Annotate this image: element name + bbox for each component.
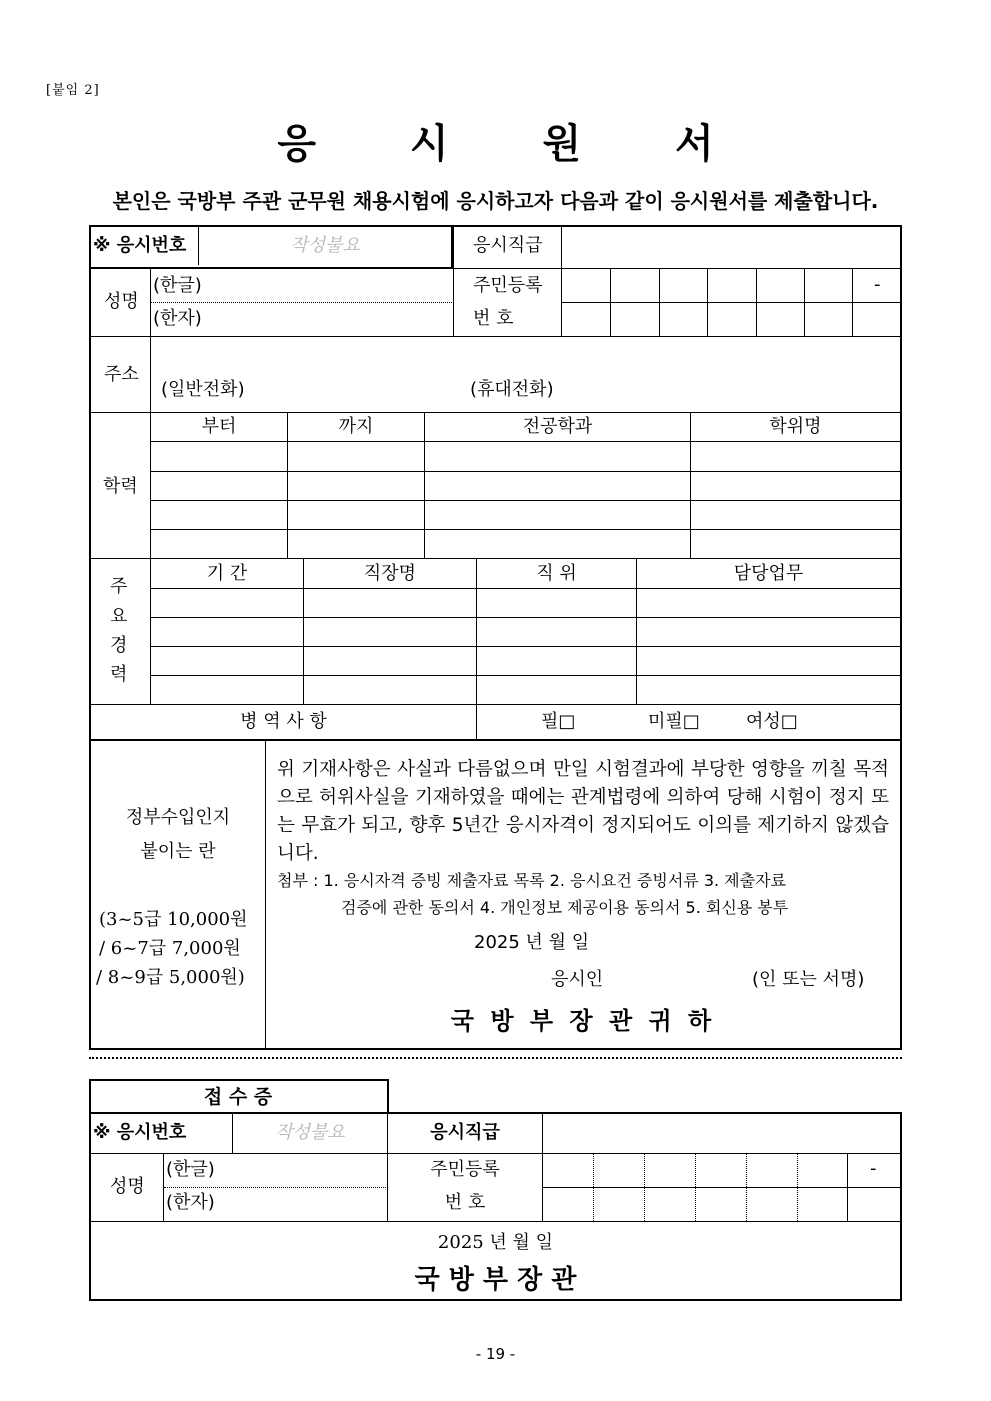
attachments-list: 첨부 : 1. 응시자격 증빙 제출자료 목록 2. 응시요건 증빙서류 3. 제출자료 — [277, 871, 786, 890]
career-label-char: 요 — [110, 606, 128, 627]
attachment-label: [붙임 2] — [46, 83, 100, 98]
stamp-fee-1: (3~5급 10,000원 — [99, 909, 248, 930]
receipt-resident-label-2: 번 호 — [444, 1192, 486, 1213]
receipt-name-hanja-field[interactable]: (한자) — [166, 1192, 215, 1213]
receipt-grade-label: 응시직급 — [430, 1122, 500, 1143]
stamp-label-2: 붙이는 란 — [140, 841, 216, 862]
resident-label-2: 번 호 — [473, 308, 514, 329]
exam-number-input[interactable]: 작성불요 — [290, 235, 360, 256]
resident-dash: - — [874, 274, 881, 295]
name-label: 성명 — [104, 291, 139, 312]
address-input[interactable] — [151, 337, 900, 377]
form-title: 응 시 원 서 — [277, 121, 754, 167]
receipt-name-label: 성명 — [110, 1176, 145, 1197]
military-label: 병 역 사 항 — [240, 711, 327, 732]
career-label-char: 력 — [110, 664, 128, 685]
addressee: 국 방 부 장 관 귀 하 — [450, 1007, 716, 1035]
education-header-major: 전공학과 — [522, 416, 593, 437]
attachments-list-2: 검증에 관한 동의서 4. 개인정보 제공이용 동의서 5. 회신용 봉투 — [341, 898, 789, 917]
military-option-not-completed[interactable]: 미필□ — [648, 711, 700, 732]
receipt-exam-number-label: ※ 응시번호 — [93, 1122, 187, 1143]
receipt-resident-dash: - — [870, 1158, 877, 1179]
education-header-degree: 학위명 — [769, 416, 822, 437]
stamp-fee-3: / 8~9급 5,000원) — [96, 967, 245, 988]
name-korean-field[interactable]: (한글) — [153, 275, 202, 296]
career-label-char: 주 — [110, 576, 128, 597]
education-header-to: 까지 — [338, 416, 374, 437]
resident-label: 주민등록 — [473, 275, 543, 296]
receipt-date-line: 2025 년 월 일 — [437, 1232, 554, 1253]
exam-number-label: ※ 응시번호 — [93, 235, 187, 256]
receipt-issuer: 국 방 부 장 관 — [414, 1265, 577, 1295]
receipt-title: 접 수 증 — [203, 1086, 273, 1108]
page-number: - 19 - — [475, 1345, 516, 1363]
date-line: 2025 년 월 일 — [474, 932, 590, 953]
receipt-exam-number-input[interactable]: 작성불요 — [275, 1122, 345, 1143]
address-label: 주소 — [104, 364, 139, 385]
career-header-duties: 담당업무 — [733, 563, 804, 584]
stamp-fee-2: / 6~7급 7,000원 — [99, 938, 241, 959]
education-label: 학력 — [103, 476, 138, 497]
education-header-from: 부터 — [201, 416, 237, 437]
career-header-company: 직장명 — [363, 563, 417, 584]
career-label-char: 경 — [110, 635, 128, 656]
phone-label: (일반전화) — [161, 379, 245, 400]
mobile-label: (휴대전화) — [470, 379, 554, 400]
career-header-period: 기 간 — [206, 563, 248, 584]
cut-line — [89, 1057, 902, 1059]
resident-number-input[interactable] — [562, 269, 900, 336]
military-option-female[interactable]: 여성□ — [746, 711, 798, 732]
applicant-label: 응시인 — [551, 969, 604, 990]
intro-text: 본인은 국방부 주관 군무원 채용시험에 응시하고자 다음과 같이 응시원서를 제출합니다. — [112, 189, 879, 213]
receipt-name-korean-field[interactable]: (한글) — [166, 1159, 215, 1180]
signature-label[interactable]: (인 또는 서명) — [752, 969, 865, 990]
pledge-text: 위 기재사항은 사실과 다름없으며 만일 시험결과에 부당한 영향을 끼칠 목적으로 허위사실을 기재하였을 때에는 관계법령에 의하여 당해 시험이 정지 또는 무효가 되고, 향후 5년간 응시자격이 정지되어도 이의를 제기하지 않겠습니다. — [277, 759, 889, 864]
receipt-grade-input[interactable] — [543, 1114, 900, 1153]
grade-input[interactable] — [562, 227, 900, 267]
name-hanja-field[interactable]: (한자) — [153, 308, 202, 329]
receipt-resident-number-input[interactable] — [543, 1154, 900, 1221]
stamp-label: 정부수입인지 — [125, 807, 231, 828]
grade-label: 응시직급 — [473, 235, 543, 256]
receipt-resident-label: 주민등록 — [430, 1159, 500, 1180]
career-header-position: 직 위 — [536, 563, 577, 584]
military-option-completed[interactable]: 필□ — [541, 711, 576, 732]
